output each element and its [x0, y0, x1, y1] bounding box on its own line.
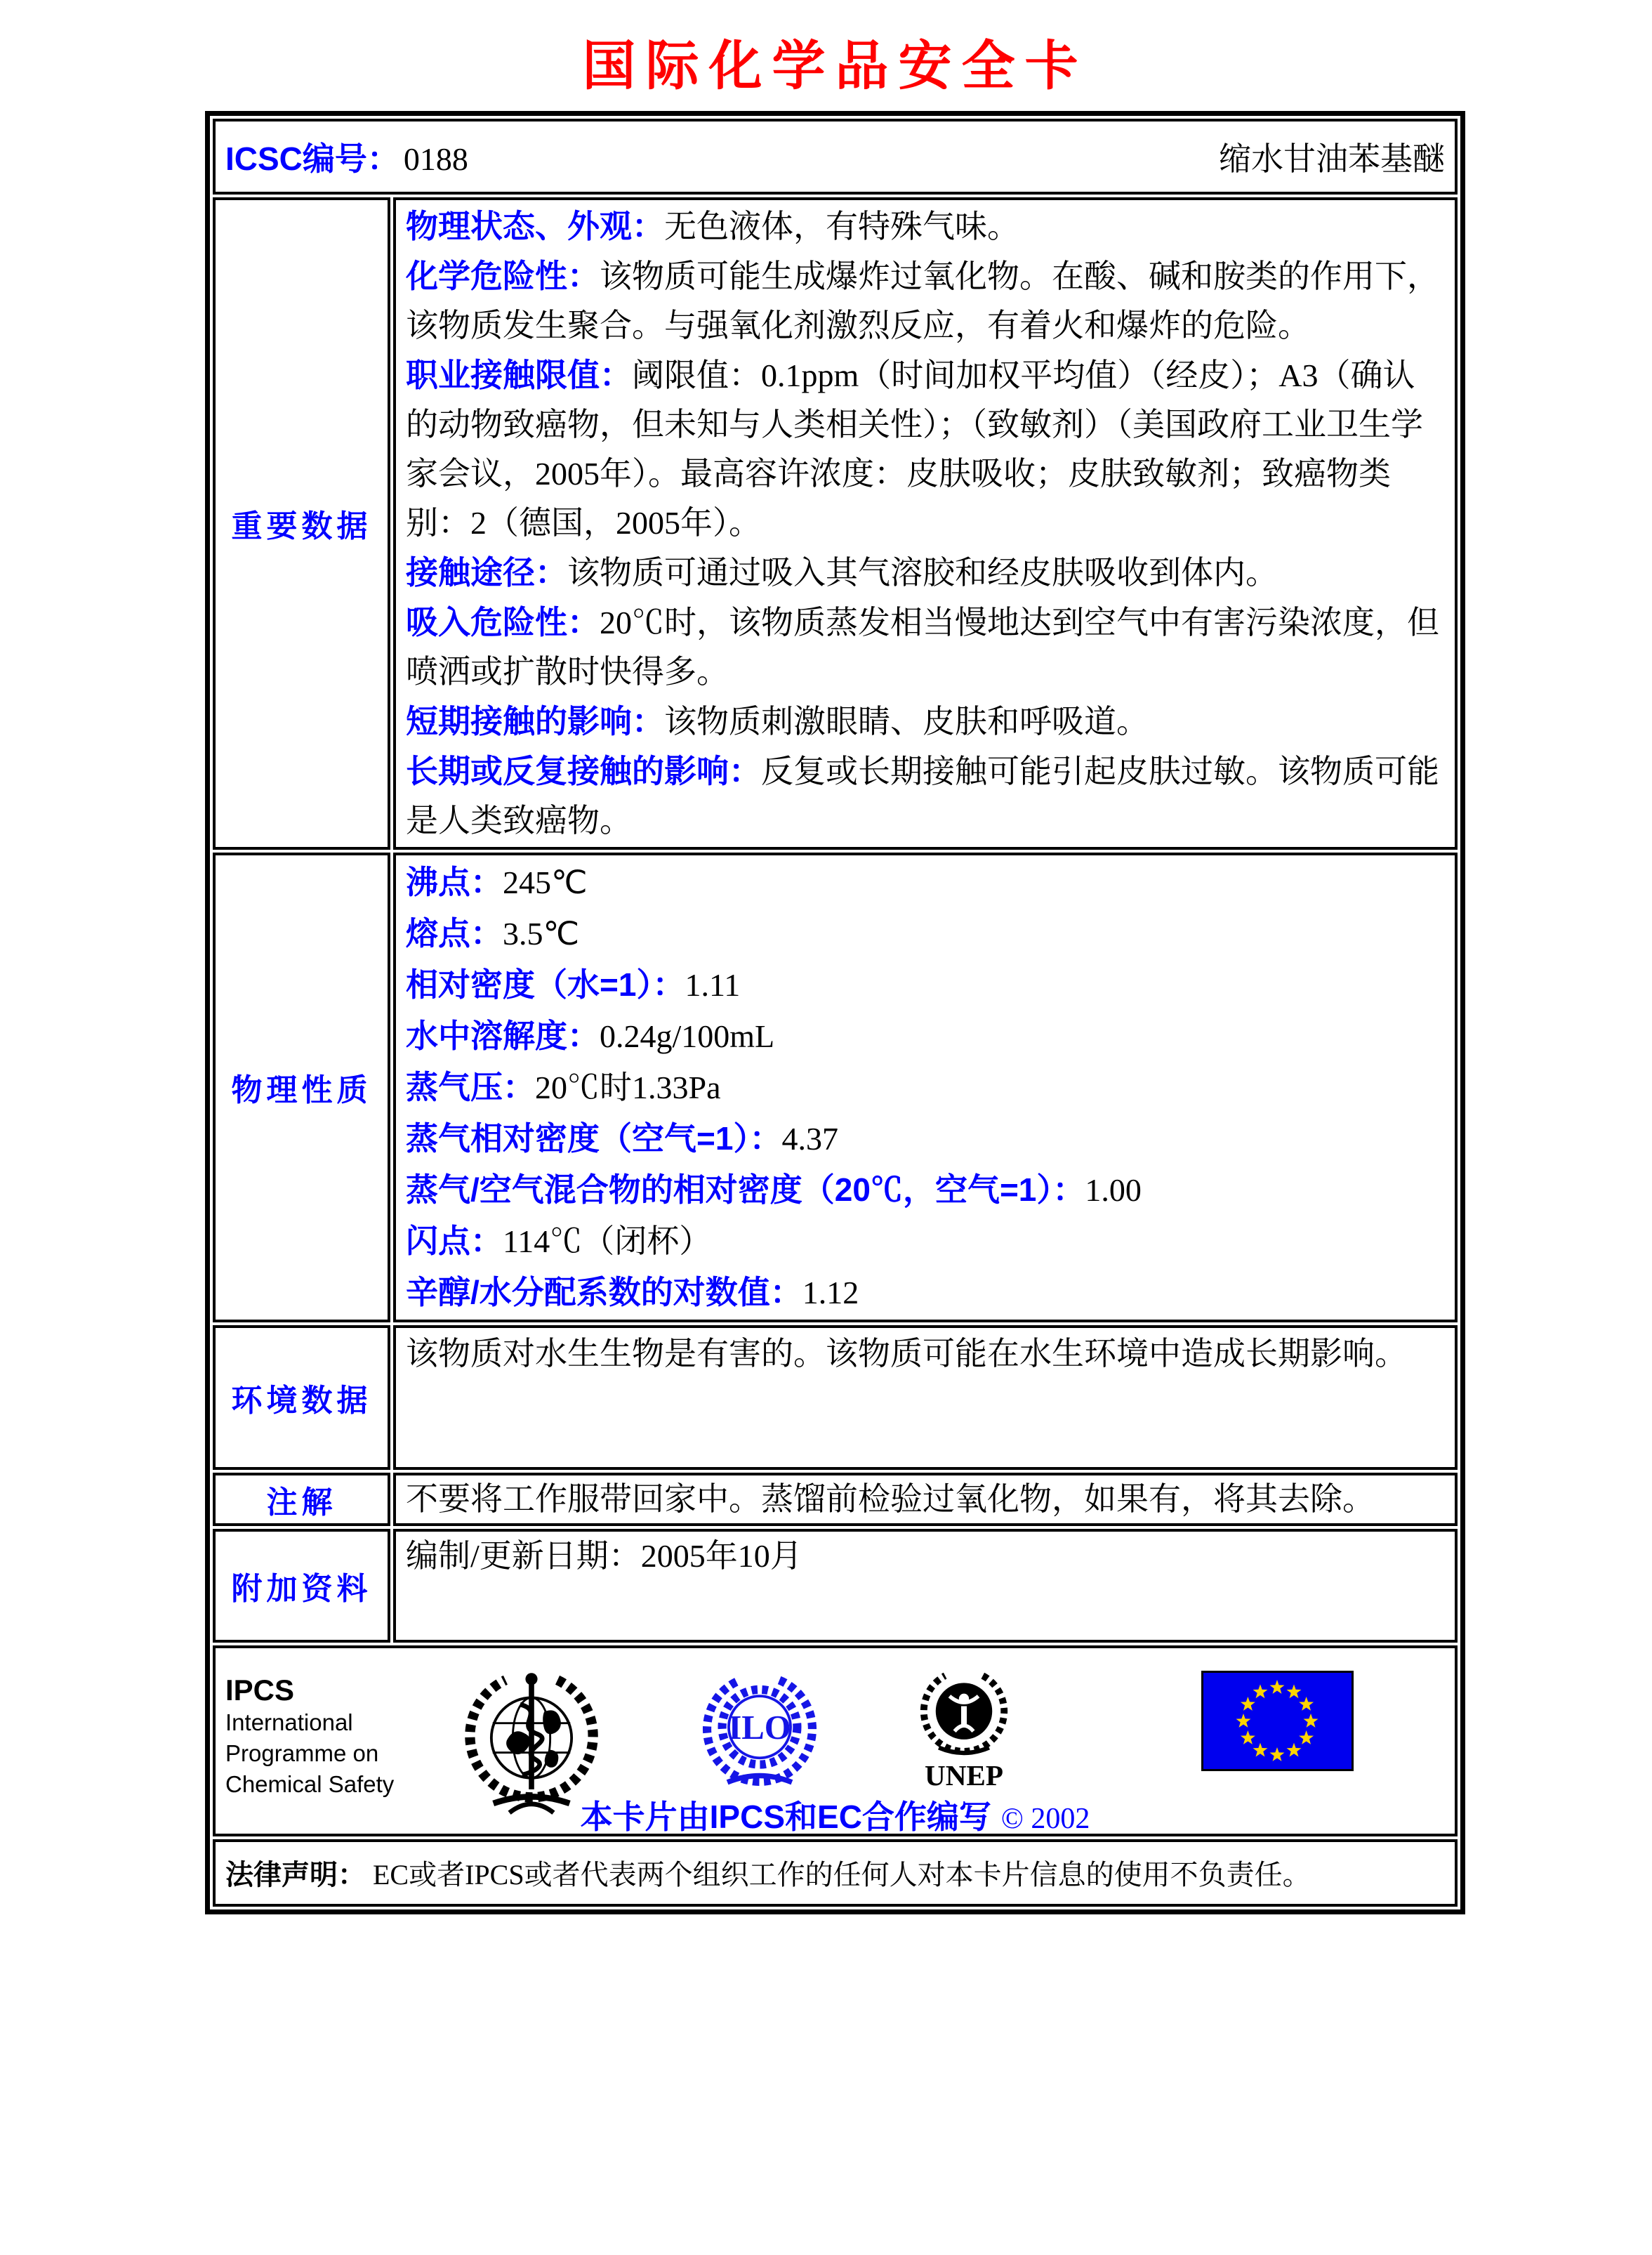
- header-cell: [213, 119, 1458, 195]
- entry-text: 编制/更新日期：2005年10月: [406, 1537, 802, 1574]
- entry-label: 吸入危险性：: [406, 603, 600, 640]
- legal-notice-text: EC或者IPCS或者代表两个组织工作的任何人对本卡片信息的使用不负责任。: [373, 1859, 1311, 1891]
- unep-logo-icon: [911, 1657, 1017, 1797]
- entry-label: 接触途径：: [406, 553, 567, 591]
- icsc-number-value: 0188: [403, 140, 468, 177]
- table-row: [213, 197, 1458, 850]
- entry-label: 物理状态、外观：: [406, 207, 664, 244]
- credit-text: 本卡片由IPCS和EC合作编写: [580, 1798, 991, 1835]
- logos-cell: [213, 1645, 1458, 1836]
- unep-letters: UNEP: [925, 1758, 1003, 1791]
- logos-strip: [216, 1648, 1455, 1834]
- entry-text: 该物质刺激眼睛、皮肤和呼吸道。: [664, 703, 1149, 739]
- icsc-number-label: ICSC编号：: [225, 140, 399, 177]
- property-entry: [406, 1113, 1445, 1164]
- property-entry: [406, 959, 1445, 1011]
- table-row: [213, 1645, 1458, 1836]
- property-label: 水中溶解度：: [406, 1017, 600, 1054]
- property-label: 辛醇/水分配系数的对数值：: [406, 1273, 802, 1310]
- table-row: [213, 853, 1458, 1322]
- entry-label: 短期接触的影响：: [406, 702, 664, 739]
- ipcs-subtitle-line: International: [225, 1709, 353, 1735]
- notes-content: [393, 1473, 1458, 1526]
- property-entry: [406, 1216, 1445, 1267]
- property-value: 114℃（闭杯）: [503, 1223, 712, 1259]
- property-entry: [406, 908, 1445, 959]
- entry-text: 20℃时，该物质蒸发相当慢地达到空气中有害污染浓度，但喷洒或扩散时快得多。: [406, 604, 1439, 690]
- section-label-notes: 注解: [213, 1473, 390, 1526]
- property-label: 相对密度（水=1）：: [406, 966, 685, 1003]
- property-value: 4.37: [781, 1120, 838, 1157]
- icsc-number-group: [225, 133, 468, 180]
- property-entry: [406, 857, 1445, 908]
- property-value: 0.24g/100mL: [600, 1018, 775, 1054]
- entry-text: 该物质可通过吸入其气溶胶和经皮肤吸收到体内。: [567, 554, 1278, 591]
- property-value: 1.12: [802, 1274, 859, 1310]
- property-value: 3.5℃: [503, 915, 580, 952]
- data-entry: [406, 548, 1445, 598]
- property-entry: [406, 1011, 1445, 1062]
- ipcs-subtitle-line: Chemical Safety: [225, 1770, 395, 1797]
- card-header: [225, 133, 1445, 180]
- icsc-table: [205, 111, 1465, 1914]
- environmental-data-content: [393, 1325, 1458, 1470]
- table-row: [213, 1473, 1458, 1526]
- additional-info-content: [393, 1529, 1458, 1643]
- property-entry: [406, 1267, 1445, 1318]
- property-label: 蒸气相对密度（空气=1）：: [406, 1119, 782, 1157]
- ipcs-subtitle-line: Programme on: [225, 1740, 379, 1766]
- legal-cell: [213, 1839, 1458, 1907]
- ipcs-title: IPCS: [225, 1673, 295, 1707]
- ilo-letters: ILO: [728, 1708, 791, 1747]
- entry-label: 化学危险性：: [406, 257, 600, 294]
- entry-text: 该物质对水生生物是有害的。该物质可能在水生环境中造成长期影响。: [406, 1335, 1407, 1372]
- property-entry: [406, 1164, 1445, 1216]
- section-label-additional-info: 附加资料: [213, 1529, 390, 1643]
- property-label: 蒸气压：: [406, 1068, 535, 1105]
- data-entry: [406, 747, 1445, 846]
- property-value: 1.11: [685, 966, 741, 1003]
- table-row: [213, 1325, 1458, 1470]
- property-entry: [406, 1062, 1445, 1113]
- ipcs-wordmark: [225, 1674, 394, 1800]
- substance-name: 缩水甘油苯基醚: [1219, 140, 1445, 177]
- section-label-important-data: 重要数据: [213, 197, 390, 850]
- copyright-text: © 2002: [1000, 1802, 1090, 1835]
- data-entry: [406, 598, 1445, 697]
- table-row: [213, 1839, 1458, 1907]
- entry-label: 长期或反复接触的影响：: [406, 752, 761, 789]
- property-label: 蒸气/空气混合物的相对密度（20℃，空气=1）：: [406, 1171, 1085, 1208]
- credit-line: [216, 1791, 1455, 1838]
- legal-notice-label: 法律声明：: [225, 1860, 366, 1891]
- property-value: 245℃: [503, 864, 588, 900]
- property-value: 1.00: [1085, 1171, 1142, 1208]
- page-title: 国际化学品安全卡: [582, 37, 1088, 96]
- data-entry: [406, 350, 1445, 548]
- important-data-content: [393, 197, 1458, 850]
- section-label-environmental-data: 环境数据: [213, 1325, 390, 1470]
- entry-text: 反复或长期接触可能引起皮肤过敏。该物质可能是人类致癌物。: [406, 753, 1439, 839]
- entry-text: 无色液体，有特殊气味。: [664, 208, 1019, 244]
- data-entry: [406, 697, 1445, 747]
- entry-text: 不要将工作服带回家中。蒸馏前检验过氧化物，如果有，将其去除。: [406, 1480, 1375, 1517]
- property-label: 闪点：: [406, 1222, 503, 1259]
- table-row: [213, 119, 1458, 195]
- data-entry: [406, 202, 1445, 251]
- data-entry: [406, 251, 1445, 350]
- entry-text: 该物质可能生成爆炸过氧化物。在酸、碱和胺类的作用下，该物质发生聚合。与强氧化剂激烈反应，有着火和爆炸的危险。: [406, 258, 1439, 343]
- property-label: 沸点：: [406, 863, 503, 900]
- physical-properties-content: [393, 853, 1458, 1322]
- property-value: 20℃时1.33Pa: [535, 1069, 721, 1105]
- entry-label: 职业接触限值：: [406, 356, 632, 393]
- property-label: 熔点：: [406, 914, 503, 952]
- ilo-logo-icon: [697, 1659, 822, 1799]
- section-label-physical-properties: 物理性质: [213, 853, 390, 1322]
- table-row: [213, 1529, 1458, 1643]
- eu-flag-icon: [1201, 1671, 1354, 1771]
- entry-text: 阈限值：0.1ppm（时间加权平均值）（经皮）；A3（确认的动物致癌物，但未知与人类相关性）；（致敏剂）（美国政府工业卫生学家会议，2005年）。最高容许浓度：皮肤吸收；皮肤致敏剂；致癌物类别：2（德国，2005年）。: [406, 357, 1423, 541]
